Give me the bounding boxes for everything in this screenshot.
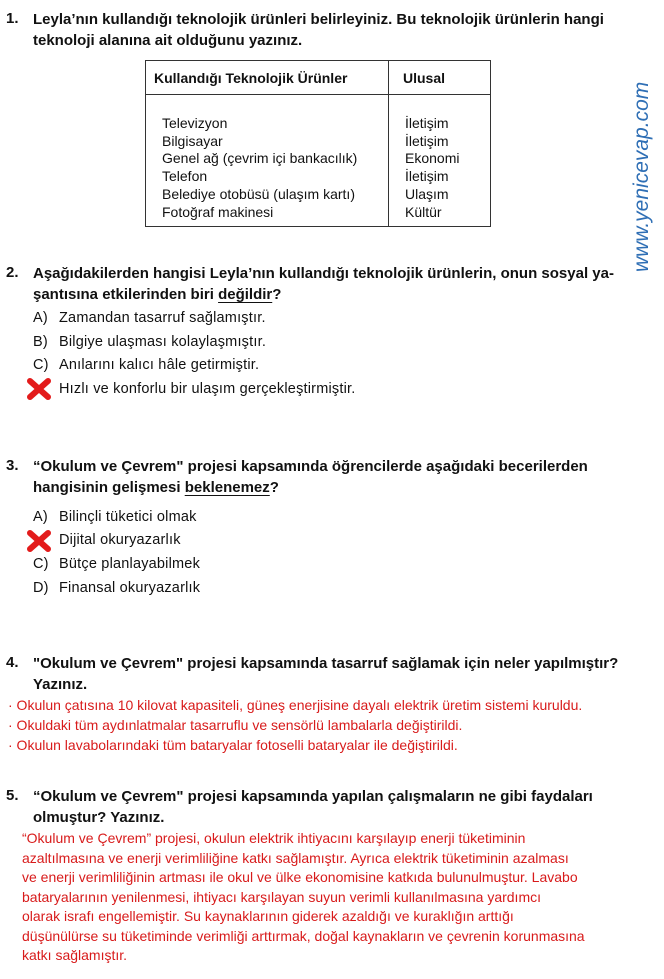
technology-table	[145, 60, 491, 227]
q3-line2-post: ?	[269, 479, 279, 496]
option-label: A)	[33, 509, 48, 525]
option-label: B)	[33, 334, 48, 350]
q2-number: 2.	[6, 264, 19, 281]
q2-keyword: değildir	[218, 286, 273, 303]
area-item: İletişim	[405, 132, 449, 149]
q2-option-a[interactable]	[33, 310, 266, 326]
product-item: Bilgisayar	[162, 132, 223, 149]
q1-number: 1.	[6, 10, 19, 27]
q4-answer-2: · Okuldaki tüm aydınlatmalar tasarruflu ve sensörlü lambalarla değiştirildi.	[8, 717, 463, 733]
q5-number: 5.	[6, 787, 19, 804]
option-text: Finansal okuryazarlık	[59, 580, 201, 596]
table-header-products: Kullandığı Teknolojik Ürünler	[146, 61, 389, 95]
option-text: Bilinçli tüketici olmak	[59, 509, 197, 525]
option-text: Hızlı ve konforlu bir ulaşım gerçekleştirmiştir.	[59, 381, 356, 397]
q2-text	[33, 263, 614, 305]
option-text: Bilgiye ulaşması kolaylaşmıştır.	[59, 334, 267, 350]
q3-option-a[interactable]	[33, 509, 197, 525]
q3-option-d[interactable]	[33, 580, 200, 596]
area-item: İletişim	[405, 115, 449, 131]
q5-answer-line: bataryalarının yenilenmesi, ihtiyacı karşılayan suyun verimli kullanılmasına yardımcı	[22, 888, 541, 905]
q2-option-c[interactable]	[33, 357, 259, 373]
product-item: Genel ağ (çevrim içi bankacılık)	[162, 150, 358, 167]
q5-answer-line: “Okulum ve Çevrem” projesi, okulun elektrik ihtiyacını karşılayıp enerji tüketiminin	[22, 830, 526, 846]
area-item: İletişim	[405, 168, 449, 185]
q5-answer-line: katkı sağlamıştır.	[22, 947, 128, 963]
q2-line2	[33, 284, 614, 305]
q3-line2	[33, 477, 588, 498]
q5-answer	[22, 829, 662, 966]
q2-option-b[interactable]	[33, 334, 266, 350]
q3-option-c[interactable]	[33, 556, 200, 572]
q4-text	[33, 653, 618, 695]
q3-line1: “Okulum ve Çevrem" projesi kapsamında öğrencilerde aşağıdaki becerilerden	[33, 458, 588, 475]
q4-number: 4.	[6, 654, 19, 671]
q2-line1: Aşağıdakilerden hangisi Leyla’nın kullandığı teknolojik ürünlerin, onun sosyal ya-	[33, 265, 614, 282]
q2-line2-post: ?	[272, 286, 282, 303]
q3-option-b[interactable]	[33, 532, 181, 548]
q5-text	[33, 786, 593, 828]
q5-line1: “Okulum ve Çevrem" projesi kapsamında yapılan çalışmaların ne gibi faydaları	[33, 788, 593, 805]
option-label: D)	[33, 580, 49, 596]
product-item: Fotoğraf makinesi	[162, 203, 274, 220]
option-text: Dijital okuryazarlık	[59, 532, 181, 548]
area-item: Ekonomi	[405, 150, 460, 167]
q1-line1: Leyla’nın kullandığı teknolojik ürünleri belirleyiniz. Bu teknolojik ürünlerin hangi	[33, 11, 604, 28]
area-column	[389, 95, 491, 227]
q3-line2-pre: hangisinin gelişmesi	[33, 479, 185, 496]
q3-number: 3.	[6, 457, 19, 474]
products-column	[146, 95, 389, 227]
option-label: A)	[33, 310, 48, 326]
product-item: Belediye otobüsü (ulaşım kartı)	[162, 185, 355, 202]
q4-line2: Yazınız.	[33, 676, 88, 693]
option-text: Zamandan tasarruf sağlamıştır.	[59, 310, 266, 326]
q1-line2: teknoloji alanına ait olduğunu yazınız.	[33, 32, 303, 49]
option-text: Bütçe planlayabilmek	[59, 556, 201, 572]
q3-keyword: beklenemez	[184, 479, 270, 496]
q1-text	[33, 9, 604, 51]
q3-text	[33, 456, 588, 498]
area-item: Kültür	[405, 203, 442, 220]
answer-x-mark-icon	[26, 377, 52, 401]
option-text: Anılarını kalıcı hâle getirmiştir.	[59, 357, 260, 373]
option-label: C)	[33, 556, 49, 572]
q4-line1: "Okulum ve Çevrem" projesi kapsamında tasarruf sağlamak için neler yapılmıştır?	[33, 655, 619, 672]
q4-answer-3: · Okulun lavabolarındaki tüm bataryalar fotoselli bataryalar ile değiştirildi.	[8, 737, 458, 753]
product-item: Telefon	[162, 168, 208, 185]
area-item: Ulaşım	[405, 185, 449, 202]
watermark	[614, 40, 664, 280]
q4-answer-1: · Okulun çatısına 10 kilovat kapasiteli, güneş enerjisine dayalı elektrik üretim sistemi kuruldu.	[8, 697, 583, 713]
answer-x-mark-icon	[26, 529, 52, 553]
option-label: C)	[33, 357, 49, 373]
q5-answer-line: olarak israfı engellemiştir. Su kaynaklarının giderek azaldığı ve kuraklığın arttığı	[22, 908, 514, 924]
q5-answer-line: ve enerji verimliliğinin artması ile okul ve ülke ekonomisine katkıda bulunulmuştur. Lavabo	[22, 869, 578, 885]
q5-answer-line: azaltılmasına ve enerji verimliliğine katkı sağlamıştır. Ayrıca elektrik tüketiminin azalması	[22, 849, 569, 866]
q2-line2-pre: şantısına etkilerinden biri	[33, 286, 219, 303]
q2-option-d[interactable]	[33, 381, 355, 397]
watermark-text: www.yenicevap.com	[630, 81, 653, 272]
q5-answer-line: düşünülürse su tüketiminde verimliği arttırmak, doğal kaynakların ve çevrenin korunmasına	[22, 927, 585, 944]
product-item: Televizyon	[162, 115, 228, 131]
q5-line2: olmuştur? Yazınız.	[33, 809, 165, 826]
table-header-area: Ulusal	[389, 61, 491, 95]
